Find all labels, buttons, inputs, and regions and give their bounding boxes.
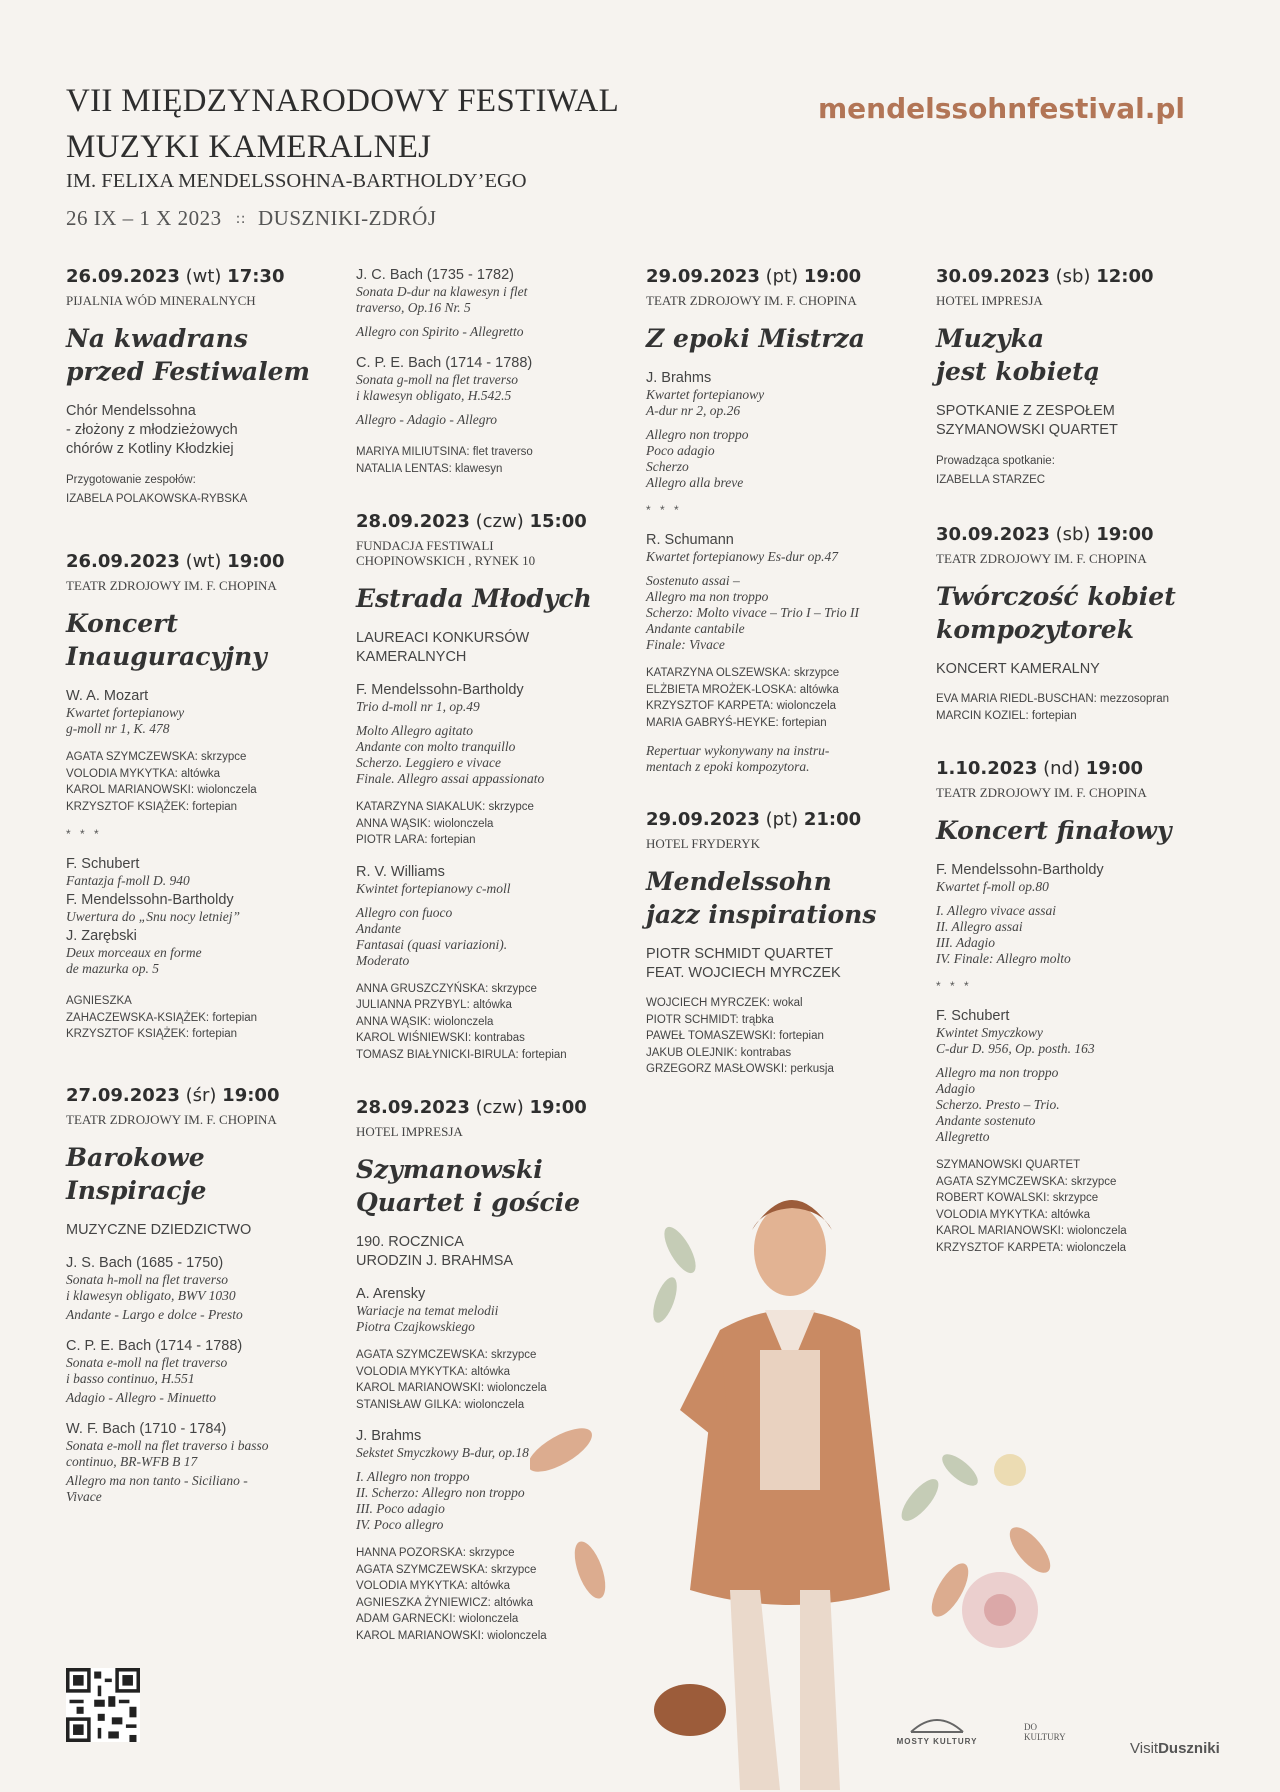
divider-stars: * * * [646,503,682,517]
event-date: 26.09.2023 (wt) 19:00 [66,551,285,572]
event-venue: HOTEL FRYDERYK [646,836,760,851]
event-subtitle: PIOTR SCHMIDT QUARTET FEAT. WOJCIECH MYRCZEK [646,946,841,981]
movements: I. Allegro vivace assai II. Allegro assai III. Adagio IV. Finale: Allegro molto [936,903,1071,966]
performers: SZYMANOWSKI QUARTET AGATA SZYMCZEWSKA: skrzypce ROBERT KOWALSKI: skrzypce VOLODIA MYKYTKA: altówka KAROL MARIANOWSKI: wiolonczela KRZYSZTOF KARPETA: wiolonczela [936,1159,1127,1254]
work: Fantazja f-moll D. 940 [66,873,190,888]
divider-stars: * * * [936,979,972,993]
event-date: 29.09.2023 (pt) 19:00 [646,266,862,287]
work: Trio d-moll nr 1, op.49 [356,699,480,714]
movements: Allegro ma non troppo Adagio Scherzo. Presto – Trio. Andante sostenuto Allegretto [936,1065,1060,1144]
composer: F. Mendelssohn-Bartholdy [356,682,524,698]
logo-mosty-kultury: MOSTY KULTURY [892,1712,982,1746]
movements: Allegro - Adagio - Allegro [356,412,497,427]
work: Sonata D-dur na klawesyn i flet traverso, Op.16 Nr. 5 [356,284,528,315]
work: Kwartet fortepianowy Es-dur op.47 [646,549,838,564]
event-subtitle: 190. ROCZNICA URODZIN J. BRAHMSA [356,1234,514,1269]
movements: Allegro non troppo Poco adagio Scherzo Allegro alla breve [646,427,749,490]
event-date: 29.09.2023 (pt) 21:00 [646,809,862,830]
separator: :: [235,211,247,227]
work: Wariacje na temat melodii Piotra Czajkowskiego [356,1303,499,1334]
event-title: Z epoki Mistrza [646,324,865,353]
composer: J. Brahms [356,1428,422,1444]
event-date: 27.09.2023 (śr) 19:00 [66,1084,280,1106]
event-venue: FUNDACJA FESTIWALI CHOPINOWSKICH , RYNEK 10 [356,538,536,568]
composer: F. Mendelssohn-Bartholdy [66,892,234,908]
event-description: Chór Mendelssohna - złożony z młodzieżowych chórów z Kotliny Kłodzkiej [66,403,238,457]
event-title: Mendelssohn jazz inspirations [646,867,877,929]
event-venue: PIJALNIA WÓD MINERALNYCH [66,293,256,308]
event-subtitle: KONCERT KAMERALNY [936,661,1100,677]
movements: Sostenuto assai – Allegro ma non troppo Scherzo: Molto vivace – Trio I – Trio II Andante cantabile Finale: Vivace [646,573,859,652]
event-venue: HOTEL IMPRESJA [936,293,1043,308]
column-1 [66,266,336,1505]
work: Uwertura do „Snu nocy letniej” [66,909,240,924]
event-title: Koncert Inauguracyjny [66,609,267,671]
performers: AGATA SZYMCZEWSKA: skrzypce VOLODIA MYKYTKA: altówka KAROL MARIANOWSKI: wiolonczela KRZYSZTOF KSIĄŻEK: fortepian [66,751,257,813]
logo-do-kultury: DO KULTURY [1024,1722,1066,1742]
logo-visit-duszniki: VisitDuszniki [1130,1740,1220,1757]
event-venue: TEATR ZDROJOWY IM. F. CHOPINA [66,578,277,593]
event-title: Koncert finałowy [936,816,1172,845]
composer: R. V. Williams [356,863,445,880]
performers: ANNA GRUSZCZYŃSKA: skrzypce JULIANNA PRZYBYL: altówka ANNA WĄSIK: wiolonczela KAROL WIŚNIEWSKI: kontrabas TOMASZ BIAŁYNICKI-BIRULA: fortepian [356,982,567,1061]
performers: AGATA SZYMCZEWSKA: skrzypce VOLODIA MYKYTKA: altówka KAROL MARIANOWSKI: wiolonczela STANISŁAW GILKA: wiolonczela [356,1349,547,1411]
event-date: 1.10.2023 (nd) 19:00 [936,758,1144,779]
work: Kwartet f-moll op.80 [936,879,1049,894]
event-date: 30.09.2023 (sb) 19:00 [936,524,1154,545]
event-subtitle: SPOTKANIE Z ZESPOŁEM SZYMANOWSKI QUARTET [936,403,1118,438]
date-range: 26 IX – 1 X 2023 [66,206,222,230]
website-link[interactable]: mendelssohnfestival.pl [818,92,1186,125]
title-line-2: MUZYKI KAMERALNEJ [66,129,432,165]
composer: J. Brahms [646,370,712,386]
festival-dates [66,206,437,231]
event-preparation: Przygotowanie zespołów: IZABELA POLAKOWSKA-RYBSKA [66,474,248,505]
event-date: 26.09.2023 (wt) 17:30 [66,266,285,287]
movements: Molto Allegro agitato Andante con molto tranquillo Scherzo. Leggiero e vivace Finale. Allegro assai appassionato [356,723,545,786]
column-4 [936,266,1206,1256]
work: Kwintet fortepianowy c-moll [356,880,511,896]
event-venue: TEATR ZDROJOWY IM. F. CHOPINA [936,785,1147,800]
composer: F. Mendelssohn-Bartholdy [936,862,1104,878]
movements: Allegro con Spirito - Allegretto [356,324,524,339]
composer: C. P. E. Bach (1714 - 1788) [66,1337,243,1354]
event-venue: HOTEL IMPRESJA [356,1124,463,1139]
divider-stars: * * * [66,827,102,841]
event-venue: TEATR ZDROJOWY IM. F. CHOPINA [936,551,1147,566]
composer: C. P. E. Bach (1714 - 1788) [356,355,533,371]
composer: R. Schumann [646,532,734,548]
performers: AGNIESZKA ZAHACZEWSKA-KSIĄŻEK: fortepian KRZYSZTOF KSIĄŻEK: fortepian [66,995,258,1040]
event-venue: TEATR ZDROJOWY IM. F. CHOPINA [66,1111,277,1127]
event-date: 30.09.2023 (sb) 12:00 [936,266,1154,287]
composer: J. Zarębski [66,928,137,944]
event-date: 28.09.2023 (czw) 19:00 [356,1097,587,1118]
work: Sonata g-moll na flet traverso i klawesyn obligato, H.542.5 [356,372,518,403]
festival-subtitle: IM. FELIXA MENDELSSOHNA-BARTHOLDY’EGO [66,170,527,192]
event-title: Barokowe Inspiracje [66,1142,207,1205]
work: Sonata e-moll na flet traverso i basso continuo, BR-WFB B 17 [66,1437,269,1469]
event-subtitle: MUZYCZNE DZIEDZICTWO [66,1221,252,1238]
title-line-1: VII MIĘDZYNARODOWY FESTIWAL [66,83,620,119]
event-title: Na kwadrans przed Festiwalem [66,324,310,386]
work: Deux morceaux en forme de mazurka op. 5 [66,945,202,976]
performers: KATARZYNA OLSZEWSKA: skrzypce ELŻBIETA MROŻEK-LOSKA: altówka KRZYSZTOF KARPETA: wiolonczela MARIA GABRYŚ-HEYKE: fortepian [646,667,840,729]
column-2 [356,266,626,1644]
composer: F. Schubert [66,856,140,872]
event-title: Szymanowski Quartet i goście [356,1155,581,1217]
performers: HANNA POZORSKA: skrzypce AGATA SZYMCZEWSKA: skrzypce VOLODIA MYKYTKA: altówka AGNIESZKA ŻYNIEWICZ: altówka ADAM GARNECKI: wiolonczela KAROL MARIANOWSKI: wiolonczela [356,1547,547,1642]
place: DUSZNIKI-ZDRÓJ [258,206,437,230]
composer: W. A. Mozart [66,688,149,704]
event-subtitle: LAUREACI KONKURSÓW KAMERALNYCH [356,630,530,665]
work: Sonata h-moll na flet traverso i klawesyn obligato, BWV 1030 [66,1271,236,1303]
repertoire-note: Repertuar wykonywany na instru- mentach z epoki kompozytora. [646,743,830,774]
movements: Allegro con fuoco Andante Fantasai (quasi variazioni). Moderato [356,904,508,968]
qr-code[interactable] [66,1668,140,1742]
event-venue: TEATR ZDROJOWY IM. F. CHOPINA [646,293,857,308]
performers: KATARZYNA SIAKALUK: skrzypce ANNA WĄSIK: wiolonczela PIOTR LARA: fortepian [356,801,534,846]
performers: EVA MARIA RIEDL-BUSCHAN: mezzosopran MARCIN KOZIEL: fortepian [936,693,1170,722]
work: Kwintet Smyczkowy C-dur D. 956, Op. posth. 163 [936,1025,1095,1056]
work: Sonata e-moll na flet traverso i basso continuo, H.551 [66,1354,228,1386]
composer: W. F. Bach (1710 - 1784) [66,1420,227,1437]
event-title: Estrada Młodych [356,584,592,613]
movements: Allegro ma non tanto - Siciliano - Vivace [66,1472,248,1504]
column-3 [646,266,916,1078]
work: Kwartet fortepianowy A-dur nr 2, op.26 [646,387,765,418]
work: Kwartet fortepianowy g-moll nr 1, K. 478 [66,705,185,736]
performers: MARIYA MILIUTSINA: flet traverso NATALIA LENTAS: klawesyn [356,446,533,475]
movements: Andante - Largo e dolce - Presto [66,1306,243,1322]
movements: Adagio - Allegro - Minuetto [66,1389,216,1405]
composer: J. C. Bach (1735 - 1782) [356,267,514,283]
movements: I. Allegro non troppo II. Scherzo: Allegro non troppo III. Poco adagio IV. Poco allegro [356,1469,525,1532]
composer: J. S. Bach (1685 - 1750) [66,1254,224,1271]
performers: WOJCIECH MYRCZEK: wokal PIOTR SCHMIDT: trąbka PAWEŁ TOMASZEWSKI: fortepian JAKUB OLEJNIK: kontrabas GRZEGORZ MASŁOWSKI: perkusja [646,997,834,1075]
event-title: Twórczość kobiet kompozytorek [936,582,1176,644]
bridge-icon [909,1712,965,1734]
work: Sekstet Smyczkowy B-dur, op.18 [356,1445,529,1460]
event-title: Muzyka jest kobietą [936,324,1100,386]
composer: F. Schubert [936,1008,1010,1024]
festival-title [66,78,619,170]
event-date: 28.09.2023 (czw) 15:00 [356,511,587,532]
composer: A. Arensky [356,1286,426,1302]
event-host: Prowadząca spotkanie: IZABELLA STARZEC [936,455,1055,486]
